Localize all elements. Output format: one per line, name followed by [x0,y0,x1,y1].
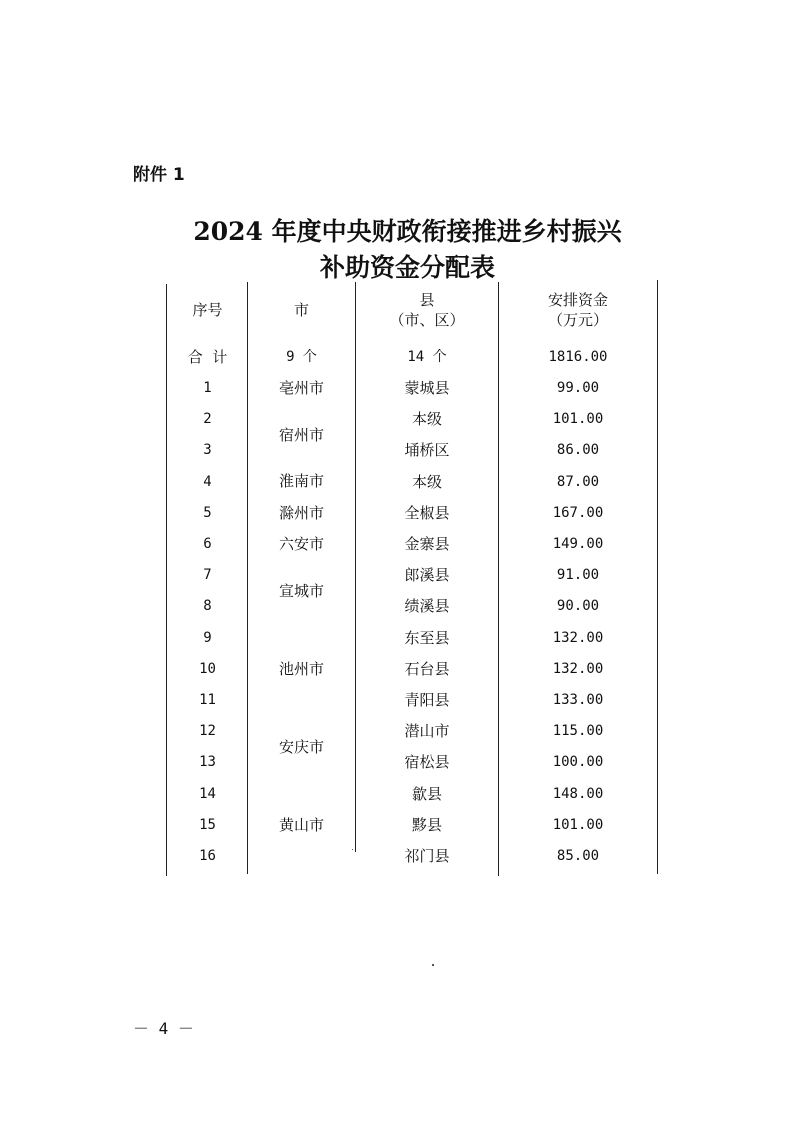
row-county: 金寨县 [404,535,450,553]
row-funds: 99.00 [556,380,600,396]
row-funds: 100.00 [552,754,604,770]
total-funds: 1816.00 [548,349,608,365]
document-title-line1: 2024 年度中央财政衔接推进乡村振兴 [193,217,622,246]
row-funds: 86.00 [556,442,600,458]
row-funds: 90.00 [556,598,600,614]
header-county-line2: （市、区） [389,311,465,329]
row-county: 全椒县 [404,504,450,522]
row-funds: 85.00 [556,848,600,864]
total-city-count: 9 个 [286,349,317,365]
row-seq: 14 [199,786,216,802]
row-county: 歙县 [411,785,442,803]
header-funds-line2: （万元） [547,311,608,329]
row-county: 东至县 [404,629,450,647]
row-funds: 132.00 [552,661,604,677]
row-seq: 2 [203,411,212,427]
document-title-line2: 补助资金分配表 [319,253,495,282]
city-chizhou: 池州市 [278,660,324,678]
row-county: 绩溪县 [404,597,450,615]
row-seq: 16 [199,848,216,864]
total-county-count: 14 个 [407,349,447,365]
row-funds: 91.00 [556,567,600,583]
row-seq: 10 [199,661,216,677]
row-county: 潜山市 [404,722,450,740]
row-county: 石台县 [404,660,450,678]
row-seq: 11 [199,692,216,708]
city-liuan: 六安市 [278,535,324,553]
row-funds: 87.00 [556,474,600,490]
row-seq: 1 [203,380,212,396]
row-funds: 132.00 [552,630,604,646]
scan-speck [432,964,434,966]
city-suzhou: 宿州市 [278,426,324,444]
scan-speck [352,849,353,850]
table-border-right [657,280,658,874]
city-bozhou: 亳州市 [278,379,324,397]
row-funds: 167.00 [552,505,604,521]
row-county: 埇桥区 [404,441,450,459]
row-funds: 115.00 [552,723,604,739]
city-xuancheng: 宣城市 [278,582,324,600]
header-county-line1: 县 [419,291,435,309]
row-county: 蒙城县 [404,379,450,397]
row-funds: 133.00 [552,692,604,708]
city-chuzhou: 滁州市 [278,504,324,522]
header-city: 市 [293,301,309,319]
table-border-left [166,284,167,876]
row-seq: 7 [203,567,212,583]
attachment-label: 附件 1 [133,165,185,185]
row-county: 宿松县 [404,753,450,771]
row-funds: 101.00 [552,411,604,427]
row-seq: 15 [199,817,216,833]
city-huangshan: 黄山市 [278,816,324,834]
row-seq: 6 [203,536,212,552]
row-seq: 8 [203,598,212,614]
row-funds: 149.00 [552,536,604,552]
row-seq: 9 [203,630,212,646]
row-county: 青阳县 [404,691,450,709]
row-funds: 101.00 [552,817,604,833]
row-seq: 5 [203,505,212,521]
total-label: 合 计 [187,348,228,366]
header-seq: 序号 [192,301,223,319]
row-seq: 3 [203,442,212,458]
row-county: 黟县 [411,816,442,834]
row-seq: 12 [199,723,216,739]
city-huainan: 淮南市 [278,472,324,490]
city-anqing: 安庆市 [278,738,324,756]
row-seq: 13 [199,754,216,770]
header-funds-line1: 安排资金 [547,291,608,309]
table-divider-1 [247,282,248,874]
row-county: 本级 [411,473,442,491]
page-number: － 4 － [133,1019,194,1038]
row-county: 本级 [411,410,442,428]
row-county: 祁门县 [404,847,450,865]
row-funds: 148.00 [552,786,604,802]
row-county: 郎溪县 [404,566,450,584]
row-seq: 4 [203,474,212,490]
